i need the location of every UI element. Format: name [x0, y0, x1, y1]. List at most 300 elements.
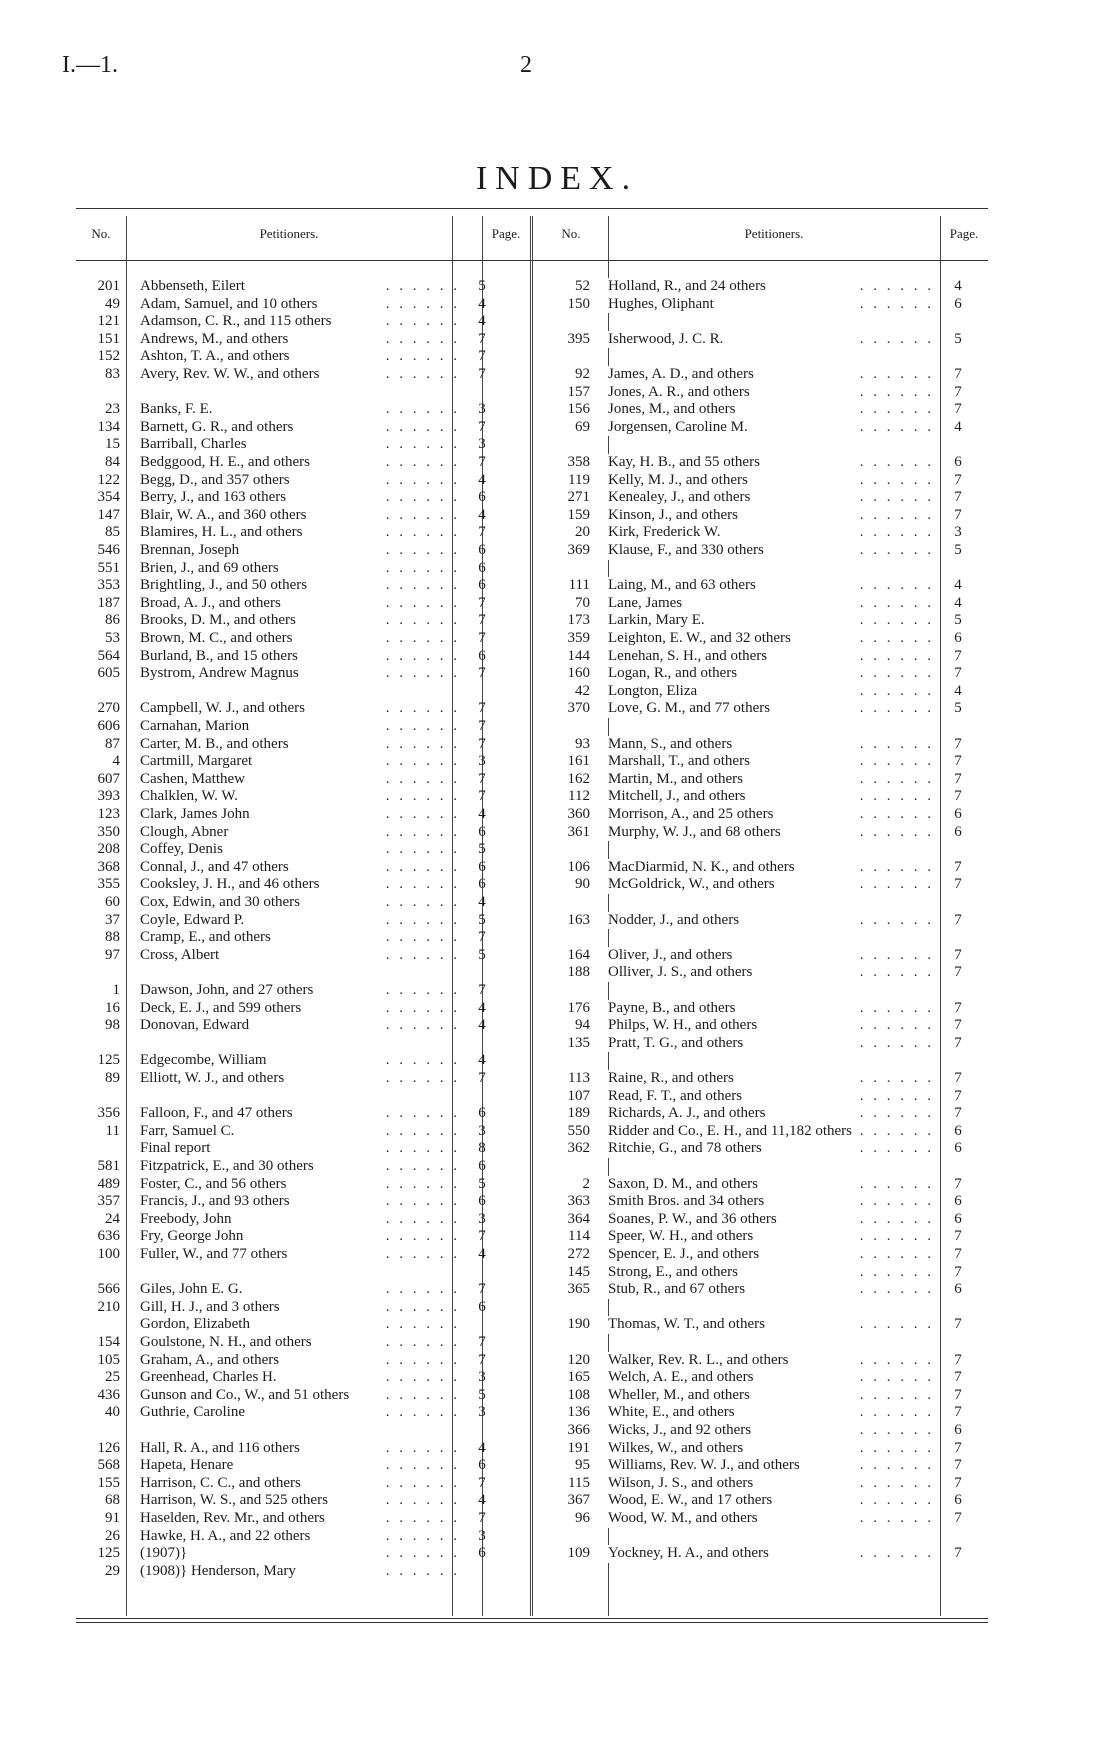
petitioner-name: Dawson, John, and 27 others [140, 982, 319, 1000]
entry-number: 362 [567, 1140, 590, 1157]
leader-dots: . . . . . . [385, 594, 460, 611]
page-ref: 5 [478, 911, 486, 928]
index-entry [538, 648, 994, 666]
entry-number: 95 [575, 1457, 590, 1474]
petitioner-name: Wilson, J. S., and others [608, 1475, 759, 1493]
leader-dots: . . . . . . [385, 1210, 460, 1227]
leader-dots: . . . . . . [859, 1193, 934, 1210]
page-ref: 3 [478, 1404, 486, 1421]
index-entry [76, 419, 532, 437]
leader-dots: . . . . . . [385, 1122, 460, 1139]
page-ref: 7 [954, 383, 962, 400]
leader-dots: . . . . . . [859, 911, 934, 928]
leader-dots: . . . . . . [385, 823, 460, 840]
entry-number: 270 [97, 700, 120, 717]
petitioner-name: Gunson and Co., W., and 51 others [140, 1387, 355, 1405]
entry-number: 546 [97, 542, 120, 558]
entry-number: 161 [567, 753, 590, 770]
leader-dots: . . . . . . [859, 295, 934, 312]
leader-dots: . . . . . . [385, 858, 460, 875]
entry-number: 354 [97, 489, 120, 506]
entry-number: 350 [97, 823, 120, 840]
index-entry [538, 1228, 994, 1246]
leader-dots: . . . . . . [385, 559, 460, 576]
index-entry [538, 489, 994, 507]
page-ref: 5 [478, 278, 486, 294]
page-ref: 3 [478, 1527, 486, 1544]
index-entry [538, 1545, 994, 1563]
entry-number: 165 [567, 1369, 590, 1386]
leader-dots: . . . . . . [385, 418, 460, 435]
index-entry [538, 1404, 994, 1422]
index-entry [76, 718, 532, 736]
petitioner-name: Spencer, E. J., and others [608, 1246, 765, 1264]
index-entry [538, 824, 994, 842]
petitioner-name: Read, F. T., and others [608, 1088, 748, 1106]
petitioner-name: Foster, C., and 56 others [140, 1176, 292, 1194]
petitioner-name: Larkin, Mary E. [608, 612, 711, 630]
index-entry [538, 1017, 994, 1035]
leader-dots: . . . . . . [859, 1017, 934, 1034]
petitioner-name: Graham, A., and others [140, 1352, 285, 1370]
petitioner-name: Blair, W. A., and 360 others [140, 507, 312, 525]
leader-dots: . . . . . . [859, 330, 934, 347]
page-ref: 5 [478, 1386, 486, 1403]
index-entry [538, 1387, 994, 1405]
index-entry [76, 1528, 532, 1546]
petitioner-name: Coyle, Edward P. [140, 912, 250, 930]
entry-number: 93 [575, 735, 590, 752]
page-ref: 3 [478, 753, 486, 770]
petitioner-name: Giles, John E. G. [140, 1281, 249, 1299]
petitioner-name: Fuller, W., and 77 others [140, 1246, 293, 1264]
index-entry [538, 683, 994, 701]
petitioner-name: Williams, Rev. W. J., and others [608, 1457, 806, 1475]
petitioner-name: Blamires, H. L., and others [140, 524, 308, 542]
entry-number: 191 [567, 1439, 590, 1456]
petitioner-name: Wood, W. M., and others [608, 1510, 764, 1528]
page-ref: 6 [954, 806, 962, 822]
entry-number: 159 [567, 506, 590, 523]
entry-number: 89 [105, 1070, 120, 1086]
petitioner-name: Andrews, M., and others [140, 331, 294, 349]
page-ref: 7 [954, 1034, 962, 1051]
leader-dots: . . . . . . [385, 1105, 460, 1122]
entry-number: 173 [567, 612, 590, 629]
index-entry [538, 1088, 994, 1106]
leader-dots: . . . . . . [385, 894, 460, 910]
page-ref: 7 [954, 1017, 962, 1034]
index-entry [76, 1246, 532, 1264]
leader-dots: . . . . . . [859, 1351, 934, 1368]
table-bottom-rule [76, 1618, 988, 1619]
page-ref: 7 [954, 1316, 962, 1333]
page-ref: 4 [478, 1492, 486, 1509]
page-ref: 6 [478, 1105, 486, 1122]
page-ref: 7 [954, 1510, 962, 1526]
table-top-rule [76, 208, 988, 209]
entry-number: 606 [97, 718, 120, 734]
petitioner-name: Harrison, C. C., and others [140, 1475, 307, 1493]
petitioner-name: Cramp, E., and others [140, 929, 277, 947]
petitioner-name: Connal, J., and 47 others [140, 859, 295, 877]
index-entry [76, 1352, 532, 1370]
index-entry [538, 595, 994, 613]
entry-number: 26 [105, 1527, 120, 1544]
leader-dots: . . . . . . [385, 1439, 460, 1456]
index-entry [76, 1070, 532, 1088]
page-ref: 7 [478, 1070, 486, 1086]
entry-number: 83 [105, 366, 120, 382]
page-ref: 6 [478, 647, 486, 664]
leader-dots: . . . . . . [859, 1439, 934, 1456]
index-entry [538, 1070, 994, 1088]
leader-dots: . . . . . . [859, 753, 934, 770]
page-ref: 7 [478, 1334, 486, 1350]
page-ref: 7 [954, 1246, 962, 1262]
leader-dots: . . . . . . [385, 366, 460, 382]
entry-number: 92 [575, 366, 590, 382]
petitioner-name: Deck, E. J., and 599 others [140, 1000, 307, 1018]
page-ref: 7 [478, 594, 486, 611]
page-ref: 4 [478, 806, 486, 822]
petitioner-name: Jorgensen, Caroline M. [608, 419, 754, 437]
petitioner-name: Leighton, E. W., and 32 others [608, 630, 797, 648]
leader-dots: . . . . . . [385, 1474, 460, 1491]
page-ref: 6 [478, 1193, 486, 1210]
index-entry [538, 753, 994, 771]
entry-number: 355 [97, 876, 120, 893]
leader-dots: . . . . . . [385, 806, 460, 822]
index-entry [538, 1246, 994, 1264]
leader-dots: . . . . . . [385, 1052, 460, 1069]
leader-dots: . . . . . . [385, 295, 460, 312]
index-entry [538, 1123, 994, 1141]
leader-dots: . . . . . . [385, 929, 460, 946]
index-entry [76, 665, 532, 683]
entry-number: 37 [105, 911, 120, 928]
leader-dots: . . . . . . [859, 489, 934, 506]
col-header-no-left: No. [91, 226, 111, 241]
leader-dots: . . . . . . [859, 1422, 934, 1438]
entry-number: 370 [567, 700, 590, 717]
index-entry [76, 806, 532, 824]
index-entry [76, 648, 532, 666]
col-header-petitioners-left: Petitioners. [259, 226, 319, 241]
page-ref: 7 [478, 524, 486, 541]
index-entry [538, 1510, 994, 1528]
page-ref: 7 [954, 753, 962, 770]
leader-dots: . . . . . . [859, 1457, 934, 1474]
page-ref: 6 [478, 1545, 486, 1562]
index-entry [76, 1492, 532, 1510]
entry-number: 40 [105, 1404, 120, 1421]
petitioner-name: Abbenseth, Eilert [140, 278, 251, 296]
page-ref: 7 [954, 471, 962, 488]
leader-dots: . . . . . . [385, 630, 460, 646]
page-ref: 7 [954, 1175, 962, 1192]
petitioner-name: Klause, F., and 330 others [608, 542, 770, 560]
entry-number: 108 [567, 1386, 590, 1403]
page-ref: 4 [478, 471, 486, 488]
leader-dots: . . . . . . [859, 506, 934, 523]
petitioner-name: Martin, M., and others [608, 771, 749, 789]
leader-dots: . . . . . . [859, 1263, 934, 1280]
index-entry [538, 859, 994, 877]
leader-dots: . . . . . . [385, 665, 460, 682]
index-entry [76, 841, 532, 859]
petitioner-name: Campbell, W. J., and others [140, 700, 311, 718]
page-ref: 6 [954, 1281, 962, 1298]
petitioner-name: Elliott, W. J., and others [140, 1070, 290, 1088]
entry-number: 369 [567, 542, 590, 558]
petitioner-name: Lane, James [608, 595, 688, 613]
page-ref: 5 [954, 612, 962, 629]
petitioner-name: Saxon, D. M., and others [608, 1176, 764, 1194]
leader-dots: . . . . . . [859, 630, 934, 646]
index-entry [538, 1457, 994, 1475]
petitioner-name: Wicks, J., and 92 others [608, 1422, 757, 1440]
leader-dots: . . . . . . [859, 1034, 934, 1051]
page-ref: 6 [954, 1422, 962, 1438]
index-entry [538, 542, 994, 560]
entry-number: 70 [575, 594, 590, 611]
page-ref: 3 [478, 436, 486, 453]
leader-dots: . . . . . . [859, 964, 934, 981]
leader-dots: . . . . . . [385, 1492, 460, 1509]
page-ref: 7 [954, 647, 962, 664]
petitioner-name: Jones, M., and others [608, 401, 742, 419]
leader-dots: . . . . . . [385, 1562, 460, 1579]
leader-dots: . . . . . . [859, 858, 934, 875]
leader-dots: . . . . . . [385, 506, 460, 523]
entry-number: 187 [97, 594, 120, 611]
leader-dots: . . . . . . [385, 841, 460, 858]
page-ref: 6 [954, 1122, 962, 1139]
leader-dots: . . . . . . [385, 718, 460, 734]
petitioner-name: Clark, James John [140, 806, 256, 824]
index-entry [76, 560, 532, 578]
leader-dots: . . . . . . [385, 788, 460, 805]
petitioner-name: Hughes, Oliphant [608, 296, 720, 314]
entry-number: 100 [97, 1246, 120, 1262]
index-entry [76, 788, 532, 806]
entry-number: 1 [112, 982, 120, 998]
index-entry [538, 665, 994, 683]
petitioner-name: Greenhead, Charles H. [140, 1369, 283, 1387]
index-entry [538, 947, 994, 965]
petitioner-name: Edgecombe, William [140, 1052, 273, 1070]
index-entry [538, 577, 994, 595]
page-ref: 7 [954, 1404, 962, 1421]
index-entry [76, 1316, 532, 1334]
petitioner-name: Farr, Samuel C. [140, 1123, 240, 1141]
leader-dots: . . . . . . [385, 1527, 460, 1544]
entry-number: 49 [105, 295, 120, 312]
page-ref: 7 [954, 911, 962, 928]
page-ref: 4 [954, 278, 962, 294]
leader-dots: . . . . . . [859, 1122, 934, 1139]
entry-number: 120 [567, 1351, 590, 1368]
entry-number: 356 [97, 1105, 120, 1122]
page-ref: 7 [478, 1474, 486, 1491]
petitioner-name: Adam, Samuel, and 10 others [140, 296, 323, 314]
petitioner-name: Bystrom, Andrew Magnus [140, 665, 305, 683]
entry-number: 109 [567, 1545, 590, 1562]
petitioner-name: Jones, A. R., and others [608, 384, 756, 402]
entry-number: 366 [567, 1422, 590, 1438]
entry-number: 360 [567, 806, 590, 822]
page-ref: 7 [954, 1545, 962, 1562]
index-entry [76, 1545, 532, 1563]
petitioner-name: Cooksley, J. H., and 46 others [140, 876, 325, 894]
index-entry [76, 1211, 532, 1229]
index-entry [538, 1193, 994, 1211]
entry-number: 136 [567, 1404, 590, 1421]
entry-number: 156 [567, 401, 590, 418]
index-entry [538, 876, 994, 894]
entry-number: 564 [97, 647, 120, 664]
page-ref: 7 [954, 999, 962, 1016]
index-entry [538, 454, 994, 472]
leader-dots: . . . . . . [859, 735, 934, 752]
entry-number: 98 [105, 1017, 120, 1034]
col-header-page-left: Page. [491, 226, 521, 241]
entry-number: 581 [97, 1158, 120, 1174]
leader-dots: . . . . . . [385, 1193, 460, 1210]
petitioner-name: Oliver, J., and others [608, 947, 738, 965]
index-entry [538, 912, 994, 930]
page-ref: 7 [954, 788, 962, 805]
petitioner-name: Kenealey, J., and others [608, 489, 756, 507]
page-ref: 7 [478, 612, 486, 629]
petitioner-name: Begg, D., and 357 others [140, 472, 296, 490]
entry-number: 365 [567, 1281, 590, 1298]
page-ref: 4 [478, 506, 486, 523]
petitioner-name: Strong, E., and others [608, 1264, 744, 1282]
leader-dots: . . . . . . [385, 647, 460, 664]
index-entry [76, 1158, 532, 1176]
index-entry [538, 1352, 994, 1370]
petitioner-name: Brooks, D. M., and others [140, 612, 302, 630]
entry-number: 152 [97, 348, 120, 365]
leader-dots: . . . . . . [385, 1228, 460, 1245]
leader-dots: . . . . . . [385, 1457, 460, 1474]
page-ref: 6 [478, 858, 486, 875]
petitioner-name: Freebody, John [140, 1211, 238, 1229]
leader-dots: . . . . . . [859, 366, 934, 382]
entry-number: 125 [97, 1052, 120, 1069]
entry-number: 111 [568, 577, 590, 594]
index-entry [76, 454, 532, 472]
leader-dots: . . . . . . [859, 542, 934, 558]
page-ref: 7 [954, 1105, 962, 1122]
entry-number: 550 [567, 1122, 590, 1139]
page-ref: 7 [478, 1281, 486, 1298]
entry-number: 605 [97, 665, 120, 682]
entry-number: 368 [97, 858, 120, 875]
petitioner-name: Kelly, M. J., and others [608, 472, 754, 490]
entry-number: 271 [567, 489, 590, 506]
index-entry [76, 278, 532, 296]
entry-number: 150 [567, 295, 590, 312]
page-ref: 4 [954, 577, 962, 594]
leader-dots: . . . . . . [859, 612, 934, 629]
entry-number: 125 [97, 1545, 120, 1562]
page-ref: 7 [954, 770, 962, 787]
page-ref: 6 [478, 1298, 486, 1315]
index-entry [76, 436, 532, 454]
page-ref: 3 [478, 401, 486, 418]
entry-number: 121 [97, 313, 120, 330]
index-entry [76, 577, 532, 595]
page-ref: 6 [954, 1193, 962, 1210]
page-ref: 7 [478, 718, 486, 734]
petitioner-name: Berry, J., and 163 others [140, 489, 292, 507]
leader-dots: . . . . . . [859, 418, 934, 435]
petitioner-name: Falloon, F., and 47 others [140, 1105, 299, 1123]
leader-dots: . . . . . . [385, 1140, 460, 1157]
index-entry [76, 1440, 532, 1458]
index-entry [76, 1563, 532, 1581]
leader-dots: . . . . . . [859, 524, 934, 541]
index-entry [76, 753, 532, 771]
page-ref: 7 [478, 700, 486, 717]
petitioner-name: Marshall, T., and others [608, 753, 756, 771]
index-entry [538, 788, 994, 806]
petitioner-name: Broad, A. J., and others [140, 595, 287, 613]
entry-number: 4 [112, 753, 120, 770]
leader-dots: . . . . . . [385, 401, 460, 418]
entry-number: 636 [97, 1228, 120, 1245]
petitioner-name: Harrison, W. S., and 525 others [140, 1492, 334, 1510]
page-ref: 5 [954, 330, 962, 347]
index-entry [538, 524, 994, 542]
index-entry [76, 1475, 532, 1493]
leader-dots: . . . . . . [385, 911, 460, 928]
petitioner-name: Yockney, H. A., and others [608, 1545, 775, 1563]
leader-dots: . . . . . . [385, 1281, 460, 1298]
petitioner-name: Adamson, C. R., and 115 others [140, 313, 338, 331]
index-entry [538, 472, 994, 490]
leader-dots: . . . . . . [859, 1210, 934, 1227]
entry-number: 189 [567, 1105, 590, 1122]
entry-number: 16 [105, 999, 120, 1016]
leader-dots: . . . . . . [859, 577, 934, 594]
leader-dots: . . . . . . [859, 788, 934, 805]
leader-dots: . . . . . . [859, 770, 934, 787]
leader-dots: . . . . . . [385, 1334, 460, 1350]
page-ref: 7 [478, 770, 486, 787]
entry-number: 566 [97, 1281, 120, 1298]
page-ref: 4 [954, 418, 962, 435]
index-entry [76, 331, 532, 349]
petitioner-name: Love, G. M., and 77 others [608, 700, 776, 718]
petitioner-name: Walker, Rev. R. L., and others [608, 1352, 795, 1370]
index-entry [538, 401, 994, 419]
index-entry [76, 982, 532, 1000]
page-ref: 7 [478, 735, 486, 752]
index-entry [538, 278, 994, 296]
petitioner-name: Kay, H. B., and 55 others [608, 454, 766, 472]
col-header-no-right: No. [561, 226, 581, 241]
entry-number: 367 [567, 1492, 590, 1509]
leader-dots: . . . . . . [859, 876, 934, 893]
entry-number: 155 [97, 1474, 120, 1491]
index-entry [76, 1457, 532, 1475]
index-entry [76, 524, 532, 542]
leader-dots: . . . . . . [859, 1087, 934, 1104]
